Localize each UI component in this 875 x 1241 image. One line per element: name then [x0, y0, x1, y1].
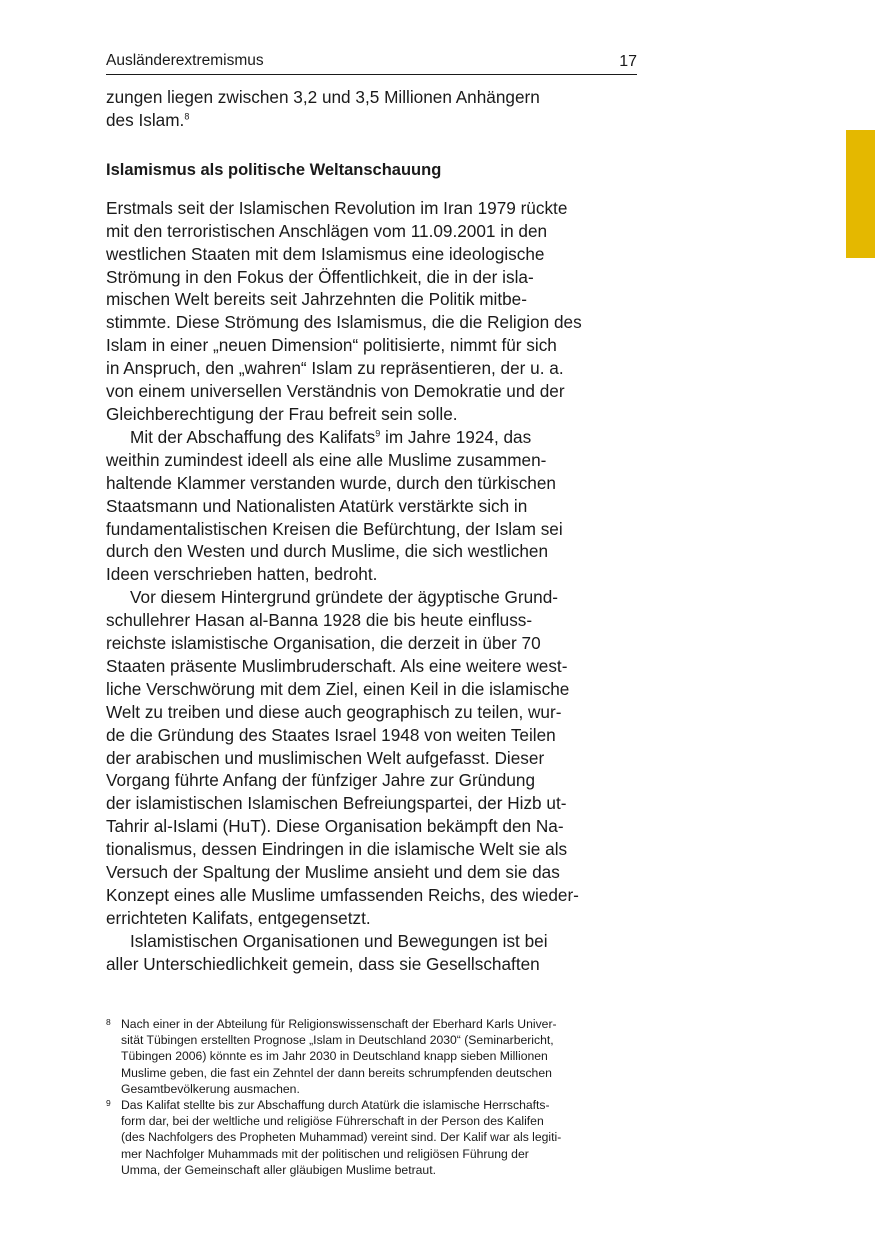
text-line: von einem universellen Verständnis von Demokratie und der	[106, 381, 565, 402]
chapter-side-tab	[846, 130, 875, 258]
text-line: westlichen Staaten mit dem Islamismus eine ideologische	[106, 243, 545, 264]
text-line: Islam in einer „neuen Dimension“ politisierte, nimmt für sich	[106, 335, 557, 356]
text-line: der islamistischen Islamischen Befreiungspartei, der Hizb ut-	[106, 793, 567, 814]
text-line: Welt zu treiben und diese auch geographisch zu teilen, wur-	[106, 701, 562, 722]
text-line: errichteten Kalifats, entgegensetzt.	[106, 907, 371, 928]
text-line: Gleichberechtigung der Frau befreit sein solle.	[106, 403, 458, 424]
text-line: de die Gründung des Staates Israel 1948 von weiten Teilen	[106, 724, 556, 745]
footnote-line: Gesamtbevölkerung ausmachen.	[121, 1081, 300, 1096]
footnote-number: 8	[106, 1017, 111, 1027]
text-line: aller Unterschiedlichkeit gemein, dass sie Gesellschaften	[106, 953, 540, 974]
paragraph-1	[106, 197, 637, 426]
text-line: zungen liegen zwischen 3,2 und 3,5 Millionen Anhängern	[106, 87, 540, 107]
text-line: Tahrir al-Islami (HuT). Diese Organisation bekämpft den Na-	[106, 816, 564, 837]
text-line: liche Verschwörung mit dem Ziel, einen Keil in die islamische	[106, 678, 570, 699]
footnote-line: (des Nachfolgers des Propheten Muhammad) vereint sind. Der Kalif war als legiti-	[121, 1130, 562, 1145]
text-line: reichste islamistische Organisation, die derzeit in über 70	[106, 633, 541, 654]
text-line: Staatsmann und Nationalisten Atatürk verstärkte sich in	[106, 495, 528, 516]
text-line: mischen Welt bereits seit Jahrzehnten die Politik mitbe-	[106, 289, 527, 310]
running-header	[106, 50, 637, 75]
footnotes	[106, 1016, 637, 1178]
text-line: weithin zumindest ideell als eine alle Muslime zusammen-	[106, 449, 547, 470]
footnote-line: Das Kalifat stellte bis zur Abschaffung durch Atatürk die islamische Herrschafts-	[121, 1098, 550, 1113]
footnote-line: Umma, der Gemeinschaft aller gläubigen Muslime betraut.	[121, 1162, 436, 1177]
text-line: der arabischen und muslimischen Welt aufgefasst. Dieser	[106, 747, 545, 768]
footnote-line: form dar, bei der weltliche und religiöse Führerschaft in der Person des Kalifen	[121, 1114, 544, 1129]
text-line: fundamentalistischen Kreisen die Befürchtung, der Islam sei	[106, 518, 563, 539]
text-line: schullehrer Hasan al-Banna 1928 die bis heute einfluss-	[106, 610, 533, 631]
text-line: tionalismus, dessen Eindringen in die islamische Welt sie als	[106, 839, 568, 860]
section-heading: Islamismus als politische Weltanschauung	[106, 160, 442, 179]
text-line: Erstmals seit der Islamischen Revolution im Iran 1979 rückte	[106, 197, 568, 218]
text-line: Versuch der Spaltung der Muslime ansieht und dem sie das	[106, 862, 560, 883]
text-line: durch den Westen und durch Muslime, die sich westlichen	[106, 541, 549, 562]
text-line: haltende Klammer verstanden wurde, durch den türkischen	[106, 472, 556, 493]
page-number: 17	[619, 53, 637, 70]
footnote-8	[106, 1016, 637, 1097]
footnote-line: Nach einer in der Abteilung für Religionswissenschaft der Eberhard Karls Univer-	[121, 1017, 557, 1031]
text-fragment: des Islam.	[106, 109, 185, 130]
text-line: Konzept eines alle Muslime umfassenden Reichs, des wieder-	[106, 885, 579, 905]
text-fragment: Mit der Abschaffung des Kalifats	[130, 426, 376, 447]
text-line: Vorgang führte Anfang der fünfziger Jahre zur Gründung	[106, 770, 536, 791]
footnote-ref: 9	[375, 428, 381, 439]
body-text	[106, 86, 637, 976]
text-line: Staaten präsente Muslimbruderschaft. Als eine weitere west-	[106, 655, 568, 676]
footnote-line: Tübingen 2006) könnte es im Jahr 2030 in Deutschland knapp sieben Millionen	[121, 1049, 548, 1064]
text-line: Vor diesem Hintergrund gründete der ägyptische Grund-	[130, 587, 559, 608]
text-line: mit den terroristischen Anschlägen vom 11.09.2001 in den	[106, 220, 548, 241]
text-line: Strömung in den Fokus der Öffentlichkeit, die in der isla-	[106, 266, 534, 287]
footnote-number: 9	[106, 1098, 111, 1109]
text-line: Ideen verschrieben hatten, bedroht.	[106, 564, 378, 585]
footnote-line: sität Tübingen erstellten Prognose „Islam in Deutschland 2030“ (Seminarbericht,	[121, 1033, 554, 1048]
intro-paragraph	[106, 86, 637, 132]
text-line: Islamistischen Organisationen und Bewegungen ist bei	[130, 930, 548, 951]
paragraph-3	[106, 586, 637, 930]
text-line: stimmte. Diese Strömung des Islamismus, die die Religion des	[106, 312, 582, 333]
footnote-ref: 8	[184, 111, 190, 122]
paragraph-2	[106, 426, 637, 586]
running-title: Ausländerextremismus	[106, 52, 264, 69]
footnote-line: mer Nachfolger Muhammads mit der politischen und religiösen Führung der	[121, 1146, 529, 1161]
paragraph-4	[106, 930, 637, 976]
text-fragment: im Jahre 1924, das	[380, 426, 532, 447]
text-line	[106, 109, 637, 132]
text-line	[106, 426, 637, 449]
footnote-9	[106, 1097, 637, 1178]
footnote-line: Muslime geben, die fast ein Zehntel der dann bereits schrumpfenden deutschen	[121, 1065, 552, 1080]
text-line: in Anspruch, den „wahren“ Islam zu repräsentieren, der u. a.	[106, 358, 564, 379]
